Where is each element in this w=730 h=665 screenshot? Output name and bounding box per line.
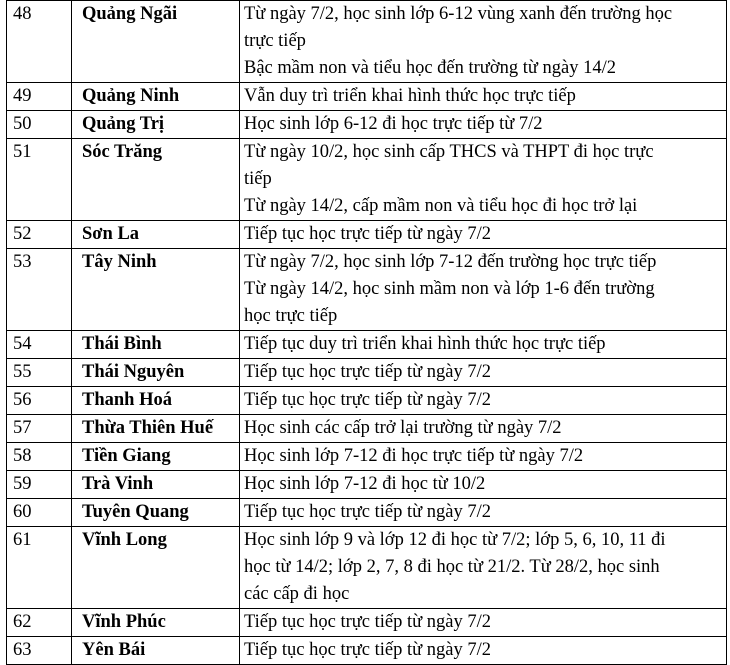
schedule-description (240, 471, 727, 499)
row-number: 48 (7, 1, 72, 83)
row-number: 54 (7, 331, 72, 359)
row-number: 62 (7, 609, 72, 637)
province-name: Vĩnh Phúc (72, 609, 240, 637)
schedule-description (240, 499, 727, 527)
province-name: Tiền Giang (72, 443, 240, 471)
description-line: Từ ngày 14/2, cấp mầm non và tiểu học đi học trở lại (244, 196, 638, 216)
schedule-description (240, 139, 727, 221)
table-row (7, 83, 727, 111)
schedule-description (240, 1, 727, 83)
province-name: Vĩnh Long (72, 527, 240, 609)
province-name: Thừa Thiên Huế (72, 415, 240, 443)
schedule-description (240, 221, 727, 249)
province-name: Quảng Ngãi (72, 1, 240, 83)
description-line: Học sinh lớp 7-12 đi học từ 10/2 (244, 474, 486, 494)
table-row (7, 359, 727, 387)
description-line: Học sinh các cấp trở lại trường từ ngày 7/2 (244, 418, 562, 438)
description-line: Học sinh lớp 9 và lớp 12 đi học từ 7/2; lớp 5, 6, 10, 11 đi (244, 530, 666, 550)
row-number: 53 (7, 249, 72, 331)
row-number: 49 (7, 83, 72, 111)
description-line: các cấp đi học (244, 584, 350, 604)
row-number: 60 (7, 499, 72, 527)
description-line: tiếp (244, 169, 272, 189)
description-line: học từ 14/2; lớp 2, 7, 8 đi học từ 21/2. Từ 28/2, học sinh (244, 557, 660, 577)
table-row (7, 331, 727, 359)
schedule-description (240, 83, 727, 111)
row-number: 61 (7, 527, 72, 609)
schedule-description (240, 637, 727, 665)
table-row (7, 139, 727, 221)
table-body (7, 1, 727, 665)
schedule-description (240, 359, 727, 387)
description-line: Từ ngày 7/2, học sinh lớp 6-12 vùng xanh đến trường học (244, 4, 673, 24)
description-line: Vẫn duy trì triển khai hình thức học trực tiếp (244, 86, 576, 106)
description-line: Từ ngày 7/2, học sinh lớp 7-12 đến trường học trực tiếp (244, 252, 657, 272)
description-line: Tiếp tục học trực tiếp từ ngày 7/2 (244, 612, 491, 632)
row-number: 51 (7, 139, 72, 221)
row-number: 59 (7, 471, 72, 499)
row-number: 58 (7, 443, 72, 471)
province-name: Tây Ninh (72, 249, 240, 331)
schedule-description (240, 609, 727, 637)
description-line: Từ ngày 10/2, học sinh cấp THCS và THPT đi học trực (244, 142, 654, 162)
province-name: Quảng Ninh (72, 83, 240, 111)
description-line: Bậc mầm non và tiểu học đến trường từ ngày 14/2 (244, 58, 617, 78)
schedule-table (6, 0, 727, 665)
description-line: Tiếp tục học trực tiếp từ ngày 7/2 (244, 362, 491, 382)
table-row (7, 249, 727, 331)
province-name: Yên Bái (72, 637, 240, 665)
description-line: Từ ngày 14/2, học sinh mầm non và lớp 1-6 đến trường (244, 279, 655, 299)
description-line: Tiếp tục học trực tiếp từ ngày 7/2 (244, 640, 491, 660)
description-line: trực tiếp (244, 31, 306, 51)
schedule-description (240, 443, 727, 471)
description-line: Học sinh lớp 6-12 đi học trực tiếp từ 7/2 (244, 114, 543, 134)
table-row (7, 527, 727, 609)
description-line: Tiếp tục duy trì triển khai hình thức học trực tiếp (244, 334, 606, 354)
table-row (7, 471, 727, 499)
province-name: Thanh Hoá (72, 387, 240, 415)
description-line: Tiếp tục học trực tiếp từ ngày 7/2 (244, 224, 491, 244)
table-row (7, 443, 727, 471)
table-row (7, 221, 727, 249)
province-name: Tuyên Quang (72, 499, 240, 527)
table-row (7, 609, 727, 637)
schedule-description (240, 387, 727, 415)
row-number: 50 (7, 111, 72, 139)
row-number: 56 (7, 387, 72, 415)
row-number: 63 (7, 637, 72, 665)
description-line: Tiếp tục học trực tiếp từ ngày 7/2 (244, 502, 491, 522)
schedule-description (240, 111, 727, 139)
province-name: Sơn La (72, 221, 240, 249)
province-name: Thái Nguyên (72, 359, 240, 387)
schedule-description (240, 415, 727, 443)
province-name: Thái Bình (72, 331, 240, 359)
description-line: Tiếp tục học trực tiếp từ ngày 7/2 (244, 390, 491, 410)
province-name: Quảng Trị (72, 111, 240, 139)
table-row (7, 637, 727, 665)
table-row (7, 499, 727, 527)
schedule-description (240, 249, 727, 331)
province-name: Trà Vinh (72, 471, 240, 499)
row-number: 55 (7, 359, 72, 387)
table-row (7, 387, 727, 415)
province-name: Sóc Trăng (72, 139, 240, 221)
row-number: 57 (7, 415, 72, 443)
row-number: 52 (7, 221, 72, 249)
table-row (7, 111, 727, 139)
table-row (7, 415, 727, 443)
description-line: Học sinh lớp 7-12 đi học trực tiếp từ ngày 7/2 (244, 446, 584, 466)
schedule-description (240, 527, 727, 609)
description-line: học trực tiếp (244, 306, 338, 326)
table-row (7, 1, 727, 83)
schedule-description (240, 331, 727, 359)
